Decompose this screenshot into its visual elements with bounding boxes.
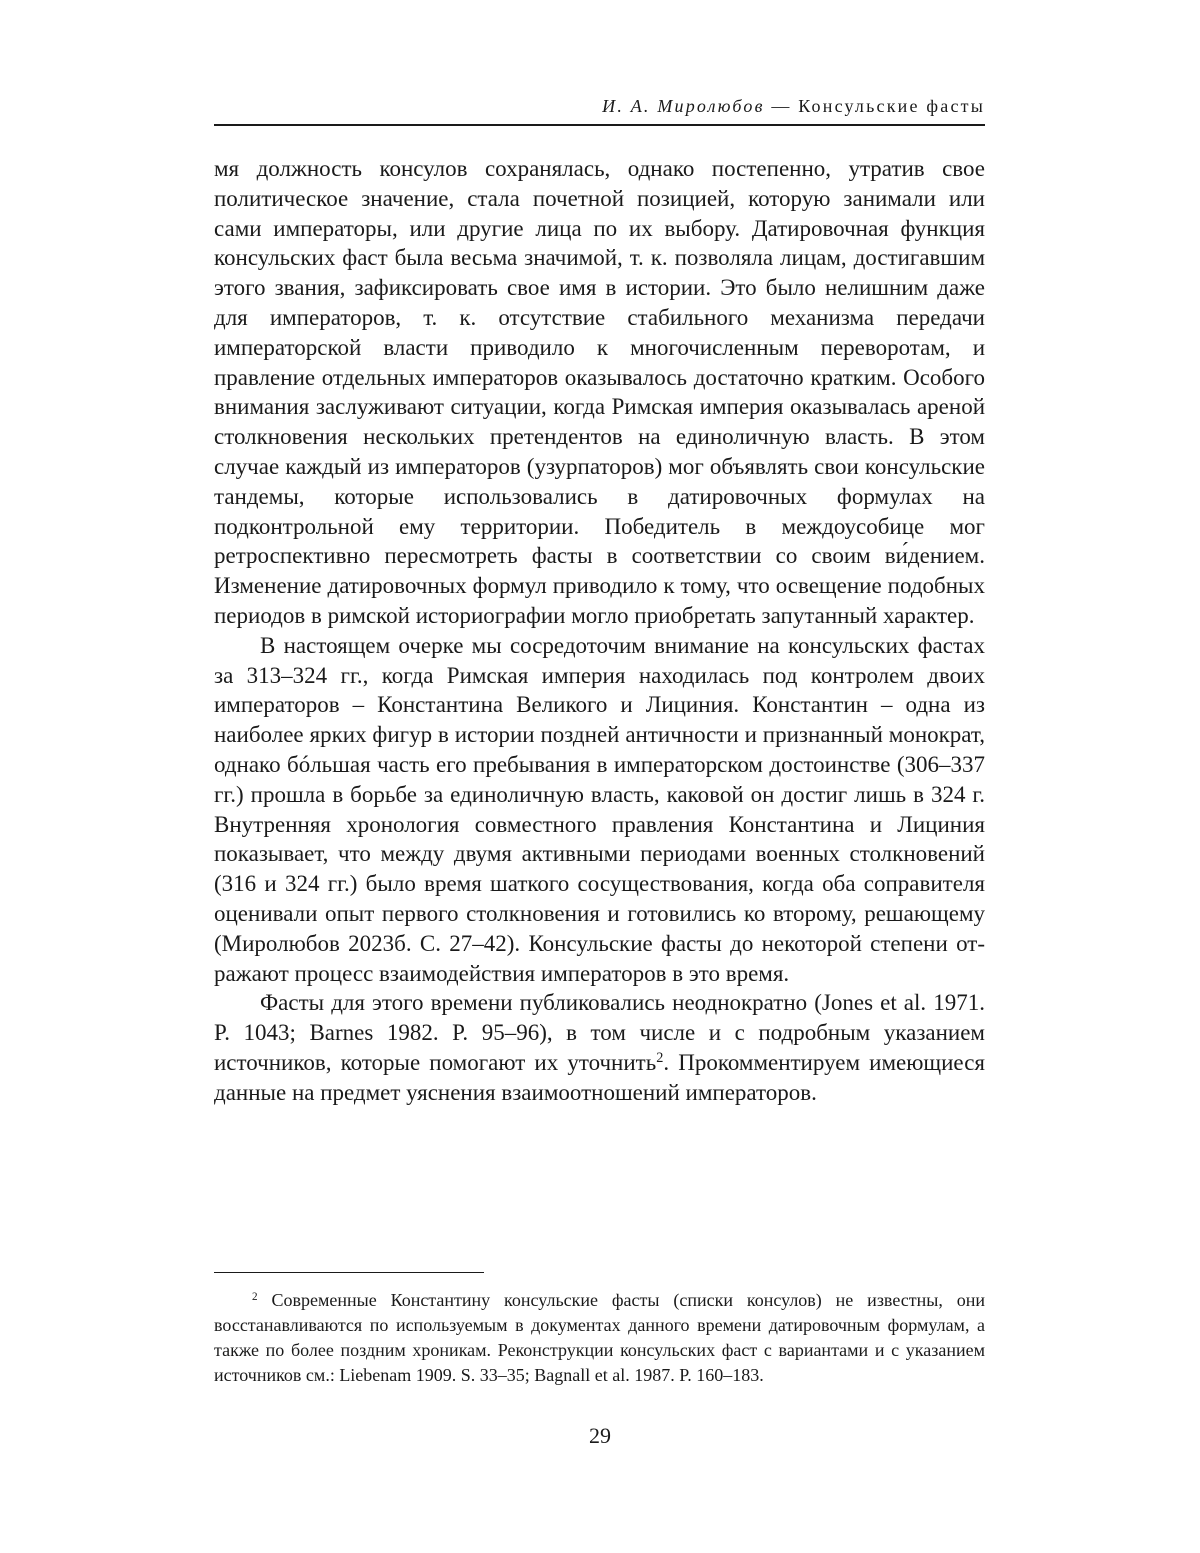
footnote-text: Современные Константину консульские фасты (списки консулов) не известны, они восстанавливаются по используемым в документах данного времени датировочным формулам, а также по более поздним хроникам. Реконструкции консульских фаст с вари­антами и с указанием источников см.: Liebenam 1909. S. 33–35; Bagnall et al. 1987. P. 160–183.	[214, 1290, 985, 1385]
header-rule	[214, 124, 985, 126]
paragraph-2: В настоящем очерке мы сосредоточим внимание на консульских фастах за 313–324 гг., когда Римская империя находилась под контролем двоих императоров – Константина Великого и Лициния. Константин – одна из наиболее ярких фигур в истории поздней античности и при­знанный монократ, однако бóльшая часть его пребывания в импера­торском достоинстве (306–337 гг.) прошла в борьбе за единоличную власть, каковой он достиг лишь в 324 г. Внутренняя хронология сов­местного правления Константина и Лициния показывает, что между двумя активными периодами военных столкновений (316 и 324 гг.) было время шаткого сосуществования, когда оба соправителя оценивали опыт первого столкновения и готовились ко второму, решающему (Ми­ролюбов 2023б. С. 27–42). Консульские фасты до некоторой степени от­ражают процесс взаимодействия императоров в это время.	[214, 631, 985, 989]
footnote-marker: 2	[252, 1291, 258, 1303]
running-head-separator: —	[765, 96, 799, 116]
paragraph-3-part-2: . Прокомментируем имею­щиеся данные на предмет уяснения взаимоотношений императоров.	[214, 1050, 985, 1105]
paragraph-3	[214, 988, 985, 1107]
main-text	[214, 154, 985, 1108]
footnote-reference[interactable]: 2	[656, 1050, 663, 1066]
book-page	[0, 0, 1200, 1553]
running-head-author: И. А. Миролюбов	[602, 96, 764, 116]
running-head-title: Консульские фасты	[798, 96, 985, 116]
footnote	[214, 1288, 985, 1388]
footnote-rule	[214, 1272, 484, 1273]
paragraph-1: мя должность консулов сохранялась, однако постепенно, утратив свое политическое значение, стала почетной позицией, которую занимали или сами императоры, или другие лица по их выбору. Датировочная функция консульских фаст была весьма значимой, т. к. позволяла лицам, достигавшим этого звания, зафиксировать свое имя в истории. Это было нелишним даже для императоров, т. к. отсутствие стабильного меха­низма передачи императорской власти приводило к многочисленным переворотам, и правление отдельных императоров оказывалось доста­точно кратким. Особого внимания заслуживают ситуации, когда Рим­ская империя оказывалась ареной столкновения нескольких претенден­тов на единоличную власть. В этом случае каждый из императоров (узурпаторов) мог объявлять свои консульские тандемы, которые ис­пользовались в датировочных формулах на подконтрольной ему терри­тории. Победитель в междоусобице мог ретроспективно пересмотреть фасты в соответствии со своим ви́дением. Изменение датировочных формул приводило к тому, что освещение подобных периодов в римской историографии могло приобретать запутанный характер.	[214, 154, 985, 631]
page-number: 29	[0, 1423, 1200, 1449]
paragraph-3-part-1: Фасты для этого времени публиковались неоднократно (Jones et al. 1971. P. 1043; Barnes 1982. P. 95–96), в том числе и с подробным указанием источников, которые помогают их уточнить	[214, 990, 985, 1075]
running-head	[214, 96, 985, 117]
